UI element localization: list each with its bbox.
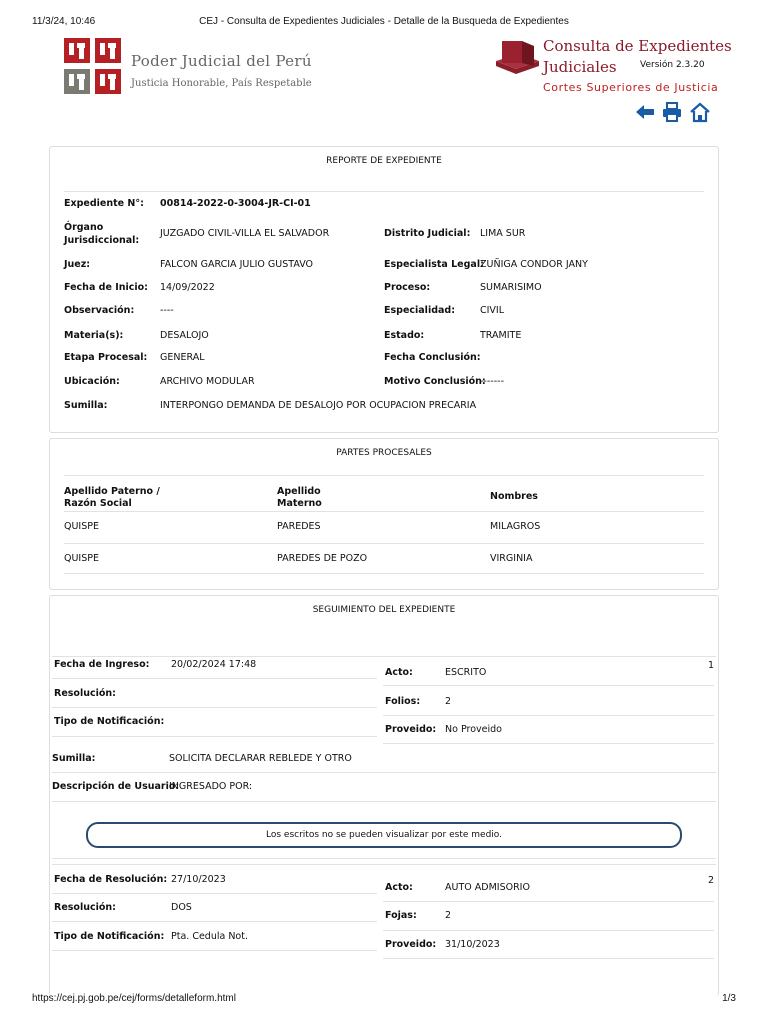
reporte-expediente-panel [49, 146, 719, 433]
descripcion-usuario-label: Descripción de Usuario: [52, 781, 180, 792]
proveido-label: Proveido: [385, 724, 437, 735]
col-header-materno: Apellido [277, 486, 321, 497]
especialista-label: Especialista Legal: [384, 259, 484, 270]
motivo-conclusion-label: Motivo Conclusión: [384, 376, 486, 387]
estado-label: Estado: [384, 330, 425, 341]
table-cell-materno: PAREDES DE POZO [277, 553, 368, 564]
print-datetime: 11/3/24, 10:46 [32, 16, 96, 27]
table-cell-nombres: MILAGROS [490, 521, 541, 532]
acto-label: Acto: [385, 882, 413, 893]
cej-subtitle: Cortes Superiores de Justicia [543, 81, 719, 94]
reporte-title: REPORTE DE EXPEDIENTE [326, 156, 442, 166]
divider [52, 736, 377, 737]
proveido-value: 31/10/2023 [445, 939, 500, 950]
divider [52, 893, 377, 894]
organo-label-2: Jurisdiccional: [64, 235, 140, 246]
cej-title-2: Judiciales [543, 58, 617, 76]
col-header-paterno: Apellido Paterno / [64, 486, 160, 497]
distrito-label: Distrito Judicial: [384, 228, 471, 239]
table-cell-paterno: QUISPE [64, 521, 99, 532]
estado-value: TRAMITE [480, 330, 522, 341]
folios-value: 2 [445, 696, 452, 707]
especialidad-label: Especialidad: [384, 305, 456, 316]
cej-title: Consulta de Expedientes [543, 37, 732, 55]
folios-label: Folios: [385, 696, 421, 707]
proveido-label: Proveido: [385, 939, 437, 950]
sumilla-value: SOLICITA DECLARAR REBLEDE Y OTRO [169, 753, 352, 764]
fecha-conclusion-label: Fecha Conclusión: [384, 352, 481, 363]
descripcion-usuario-value: INGRESADO POR: [169, 781, 253, 792]
resolucion-label: Resolución: [54, 688, 116, 699]
divider [52, 656, 716, 657]
divider [383, 958, 714, 959]
seguimiento-title: SEGUIMIENTO DEL EXPEDIENTE [312, 605, 456, 615]
acto-value: AUTO ADMISORIO [445, 882, 530, 893]
sumilla-label: Sumilla: [64, 400, 108, 411]
col-header-materno-2: Materno [277, 498, 322, 509]
divider [52, 707, 377, 708]
table-cell-nombres: VIRGINIA [490, 553, 533, 564]
print-url: https://cej.pj.gob.pe/cej/forms/detalleform.html [32, 993, 236, 1004]
fojas-label: Fojas: [385, 910, 417, 921]
divider [52, 921, 377, 922]
table-cell-paterno: QUISPE [64, 553, 99, 564]
divider [52, 772, 716, 773]
divider [383, 743, 714, 744]
divider [52, 678, 377, 679]
expediente-number: 00814-2022-0-3004-JR-CI-01 [160, 198, 311, 209]
page-number: 1/3 [722, 993, 736, 1004]
materia-label: Materia(s): [64, 330, 124, 341]
escritos-notice: Los escritos no se pueden visualizar por este medio. [86, 822, 682, 848]
partes-procesales-panel [49, 438, 719, 590]
sumilla-value: INTERPONGO DEMANDA DE DESALOJO POR OCUPACION PRECARIA [160, 400, 477, 411]
partes-title: PARTES PROCESALES [336, 448, 432, 458]
divider [52, 950, 377, 951]
acto-value: ESCRITO [445, 667, 487, 678]
version-label: Versión 2.3.20 [640, 60, 705, 70]
divider [383, 901, 714, 902]
table-row-divider [64, 543, 704, 544]
proceso-value: SUMARISIMO [480, 282, 542, 293]
proveido-value: No Proveido [445, 724, 502, 735]
fecha-inicio-value: 14/09/2022 [160, 282, 215, 293]
print-title: CEJ - Consulta de Expedientes Judiciales - Detalle de la Busqueda de Expedientes [199, 16, 569, 27]
motivo-conclusion-value: ------- [480, 376, 504, 387]
observacion-value: ---- [160, 305, 174, 316]
observacion-label: Observación: [64, 305, 135, 316]
seguimiento-panel [49, 595, 719, 996]
proceso-label: Proceso: [384, 282, 431, 293]
ubicacion-value: ARCHIVO MODULAR [160, 376, 255, 387]
sumilla-label: Sumilla: [52, 753, 96, 764]
fecha-ingreso-label: Fecha de Ingreso: [54, 659, 150, 670]
poder-judicial-name: Poder Judicial del Perú [131, 52, 312, 70]
divider [64, 511, 704, 512]
table-cell-materno: PAREDES [277, 521, 321, 532]
organo-value: JUZGADO CIVIL-VILLA EL SALVADOR [160, 228, 330, 239]
books-icon [494, 39, 541, 75]
fecha-inicio-label: Fecha de Inicio: [64, 282, 148, 293]
resolucion-value: DOS [171, 902, 192, 913]
organo-label: Órgano [64, 222, 104, 233]
table-row-divider [64, 573, 704, 574]
juez-label: Juez: [64, 259, 91, 270]
divider [64, 475, 704, 476]
especialista-value: ZUÑIGA CONDOR JANY [480, 259, 588, 270]
poder-judicial-tagline: Justicia Honorable, País Respetable [131, 78, 312, 89]
resolucion-label: Resolución: [54, 902, 116, 913]
juez-value: FALCON GARCIA JULIO GUSTAVO [160, 259, 314, 270]
col-header-nombres: Nombres [490, 491, 538, 502]
divider [383, 715, 714, 716]
etapa-label: Etapa Procesal: [64, 352, 148, 363]
acto-label: Acto: [385, 667, 413, 678]
divider [52, 801, 716, 802]
printer-icon[interactable] [661, 101, 683, 123]
divider [383, 685, 714, 686]
materia-value: DESALOJO [160, 330, 209, 341]
print-header [0, 16, 768, 32]
fecha-resolucion-label: Fecha de Resolución: [54, 874, 168, 885]
fecha-resolucion-value: 27/10/2023 [171, 874, 226, 885]
entry-number: 1 [707, 660, 714, 671]
poder-judicial-logo [64, 38, 121, 94]
distrito-value: LIMA SUR [480, 228, 526, 239]
etapa-value: GENERAL [160, 352, 205, 363]
especialidad-value: CIVIL [480, 305, 505, 316]
home-icon[interactable] [689, 101, 711, 123]
tipo-notificacion-label: Tipo de Notificación: [54, 931, 165, 942]
fojas-value: 2 [445, 910, 452, 921]
fecha-ingreso-value: 20/02/2024 17:48 [171, 659, 257, 670]
arrow-left-icon[interactable] [634, 101, 656, 123]
tipo-notificacion-value: Pta. Cedula Not. [171, 931, 248, 942]
ubicacion-label: Ubicación: [64, 376, 120, 387]
tipo-notificacion-label: Tipo de Notificación: [54, 716, 165, 727]
entry-number: 2 [707, 875, 714, 886]
divider [383, 930, 714, 931]
col-header-paterno-2: Razón Social [64, 498, 132, 509]
divider [52, 858, 716, 859]
expediente-label: Expediente N°: [64, 198, 144, 209]
divider [52, 864, 716, 865]
divider [64, 191, 704, 192]
